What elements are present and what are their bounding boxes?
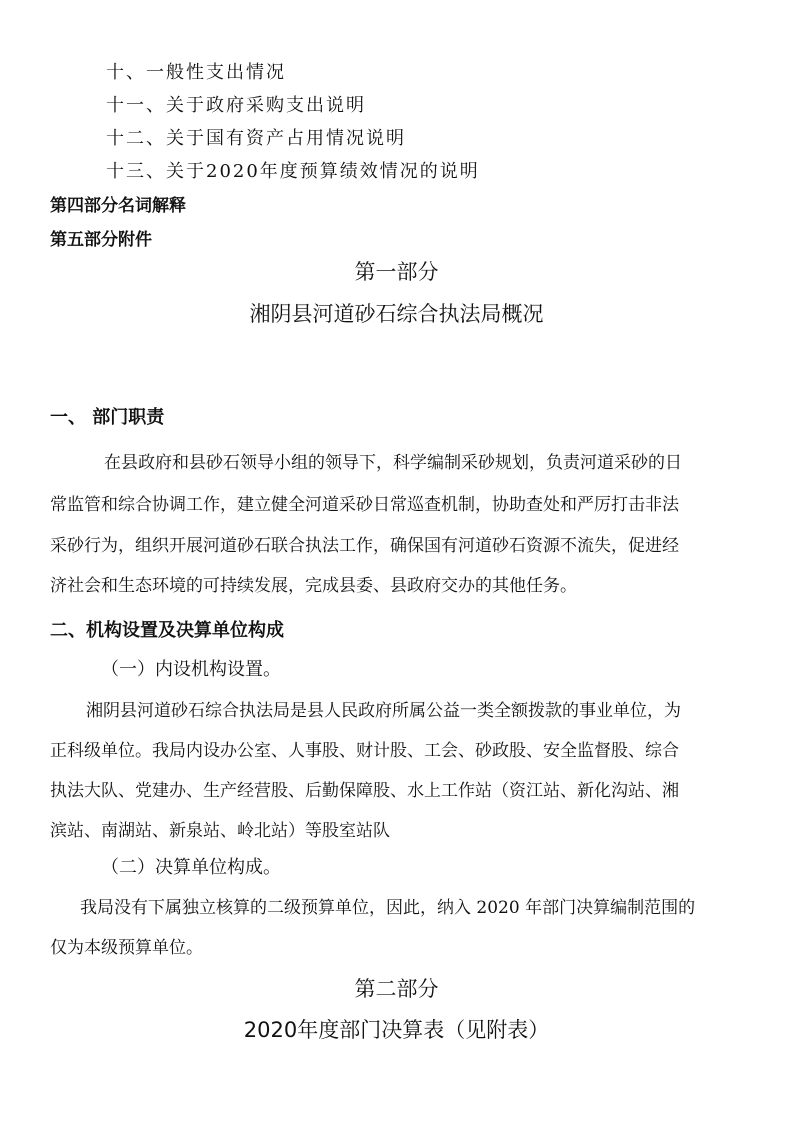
toc-item-10: 十、一般性支出情况 xyxy=(106,62,286,83)
section1-line-4: 济社会和生态环境的可持续发展，完成县委、县政府交办的其他任务。 xyxy=(50,576,577,596)
part2-label: 第二部分 xyxy=(354,977,439,1001)
section1-line-3: 采砂行为，组织开展河道砂石联合执法工作，确保国有河道砂石资源不流失，促进经 xyxy=(50,536,679,556)
section2-sub2-heading: （二）决算单位构成。 xyxy=(101,857,281,878)
section1-line-1: 在县政府和县砂石领导小组的领导下，科学编制采砂规划，负责河道采砂的日 xyxy=(104,453,682,473)
section2-sub1-line-3: 执法大队、党建办、生产经营股、后勤保障股、水上工作站（资江站、新化沟站、湘 xyxy=(50,781,679,801)
part1-label: 第一部分 xyxy=(354,260,439,284)
toc-part-4: 第四部分名词解释 xyxy=(50,196,186,216)
part1-title: 湘阴县河道砂石综合执法局概况 xyxy=(249,302,544,326)
part2-title: 2020年度部门决算表（见附表） xyxy=(243,1018,550,1042)
section2-sub2-line-2: 仅为本级预算单位。 xyxy=(50,938,203,958)
toc-item-12: 十二、关于国有资产占用情况说明 xyxy=(106,128,406,149)
section1-line-2: 常监管和综合协调工作，建立健全河道采砂日常巡查机制，协助查处和严厉打击非法 xyxy=(50,495,679,515)
section2-sub1-line-2: 正科级单位。我局内设办公室、人事股、财计股、工会、砂政股、安全监督股、综合 xyxy=(50,741,679,761)
toc-item-13: 十三、关于2020年度预算绩效情况的说明 xyxy=(106,161,480,182)
section2-sub1-line-4: 滨站、南湖站、新泉站、岭北站）等股室站队 xyxy=(50,821,390,841)
section2-sub2-line-1: 我局没有下属独立核算的二级预算单位，因此，纳入 2020 年部门决算编制范围的 xyxy=(80,898,696,918)
toc-item-11: 十一、关于政府采购支出说明 xyxy=(106,95,366,116)
section2-sub1-heading: （一）内设机构设置。 xyxy=(101,659,281,680)
section2-sub1-line-1: 湘阴县河道砂石综合执法局是县人民政府所属公益一类全额拨款的事业单位，为 xyxy=(86,701,681,721)
section2-heading: 二、机构设置及决算单位构成 xyxy=(50,620,284,641)
toc-part-5: 第五部分附件 xyxy=(50,230,152,250)
section1-heading: 一、 部门职责 xyxy=(50,407,165,428)
